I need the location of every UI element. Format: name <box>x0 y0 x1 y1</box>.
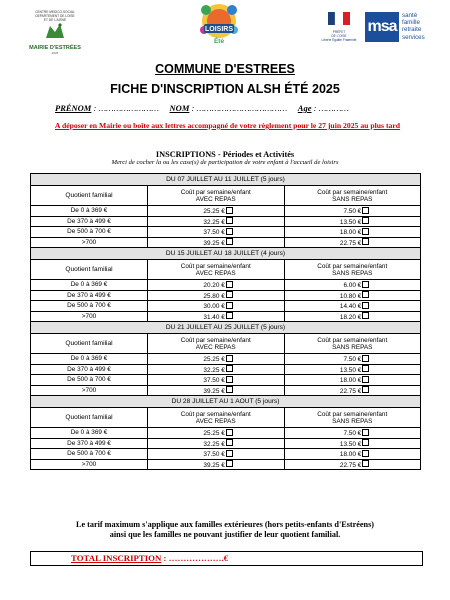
price-value: 6.00 € <box>343 282 362 289</box>
price-value: 39.25 € <box>203 387 225 395</box>
sans-repas-price <box>284 237 421 248</box>
price-value: 39.25 € <box>203 461 225 469</box>
participation-checkbox[interactable] <box>362 365 369 372</box>
prefet-logo <box>318 12 360 42</box>
avec-repas-header: Coût par semaine/enfant AVEC REPAS <box>148 334 285 354</box>
price-value: 32.25 € <box>203 440 225 448</box>
participation-checkbox[interactable] <box>226 291 233 298</box>
participation-checkbox[interactable] <box>226 355 233 362</box>
participation-checkbox[interactable] <box>362 291 369 298</box>
participation-checkbox[interactable] <box>226 238 233 245</box>
nom-field[interactable]: : ……………………………… <box>189 103 288 113</box>
prefet-logo-line: PRÉFET <box>332 30 346 34</box>
avec-repas-price <box>148 375 285 386</box>
prenom-field[interactable]: : …………………… <box>91 103 159 113</box>
avec-repas-price <box>148 311 285 322</box>
participation-checkbox[interactable] <box>362 238 369 245</box>
sans-repas-price <box>284 301 421 312</box>
msa-logo-words: santé famille retraite services <box>402 12 425 41</box>
quotient-range: De 370 à 499 € <box>31 364 148 375</box>
avec-repas-price <box>148 237 285 248</box>
quotient-range: >700 <box>31 311 148 322</box>
participation-checkbox[interactable] <box>362 429 369 436</box>
table-row <box>31 227 421 238</box>
price-value: 37.50 € <box>203 451 225 458</box>
participation-checkbox[interactable] <box>226 217 233 224</box>
price-value: 25.25 € <box>203 208 225 215</box>
table-row <box>31 449 421 460</box>
participation-checkbox[interactable] <box>362 207 369 214</box>
total-box <box>30 551 423 566</box>
avec-repas-price <box>148 301 285 312</box>
age-field[interactable]: : ………… <box>311 103 349 113</box>
table-row <box>31 459 421 470</box>
price-value: 32.25 € <box>203 366 225 374</box>
avec-repas-price <box>148 459 285 470</box>
total-label: TOTAL INSCRIPTION <box>71 553 162 563</box>
quotient-familial-header: Quotient familial <box>31 334 148 354</box>
participation-checkbox[interactable] <box>362 460 369 467</box>
sans-repas-price <box>284 438 421 449</box>
sans-repas-price <box>284 354 421 365</box>
price-value: 22.75 € <box>339 239 362 247</box>
participation-checkbox[interactable] <box>226 439 233 446</box>
sans-repas-price <box>284 216 421 227</box>
period-title: DU 21 JUILLET AU 25 JUILLET (5 jours) <box>31 322 421 334</box>
avec-repas-price <box>148 364 285 375</box>
header-row <box>31 334 421 354</box>
participation-checkbox[interactable] <box>362 450 369 457</box>
participation-checkbox[interactable] <box>226 450 233 457</box>
header-row <box>31 186 421 206</box>
participation-checkbox[interactable] <box>362 386 369 393</box>
mairie-year: 2025 <box>51 51 59 55</box>
participation-checkbox[interactable] <box>226 365 233 372</box>
loisirs-logo-subtext: Été <box>213 38 225 45</box>
price-value: 25.80 € <box>203 292 225 300</box>
price-value: 22.75 € <box>339 461 362 469</box>
sans-repas-price <box>284 385 421 396</box>
town-crest-icon <box>43 22 67 39</box>
quotient-range: De 0 à 369 € <box>31 354 148 365</box>
price-value: 37.50 € <box>203 229 225 236</box>
avec-repas-price <box>148 290 285 301</box>
table-row <box>31 385 421 396</box>
quotient-familial-header: Quotient familial <box>31 408 148 428</box>
identity-fields <box>55 103 349 113</box>
sans-repas-header: Coût par semaine/enfant SANS REPAS <box>284 186 421 206</box>
participation-checkbox[interactable] <box>362 376 369 383</box>
prenom-label: PRÉNOM <box>55 103 92 113</box>
table-row <box>31 290 421 301</box>
loisirs-logo-text: LOISIRS <box>204 26 234 33</box>
price-value: 18.00 € <box>339 451 362 458</box>
avec-repas-header: Coût par semaine/enfant AVEC REPAS <box>148 186 285 206</box>
price-value: 20.20 € <box>203 282 225 289</box>
price-value: 25.25 € <box>203 356 225 363</box>
table-row <box>31 280 421 291</box>
avec-repas-price <box>148 354 285 365</box>
quotient-range: De 0 à 369 € <box>31 280 148 291</box>
price-value: 37.50 € <box>203 377 225 384</box>
quotient-range: De 370 à 499 € <box>31 290 148 301</box>
price-value: 7.50 € <box>343 208 362 215</box>
mairie-logo-line: ET DE L'AISNE <box>43 18 67 22</box>
deadline-warning: A déposer en Mairie ou boîte aux lettres accompagné de votre règlement pour le 27 juin 2025 au plus tard <box>54 121 401 130</box>
sans-repas-price <box>284 375 421 386</box>
price-value: 13.50 € <box>339 440 362 448</box>
mairie-name: MAIRIE D'ESTRÉES <box>29 45 81 51</box>
prefet-logo-line: Liberté Égalité Fraternité <box>321 38 357 42</box>
sans-repas-price <box>284 280 421 291</box>
form-title: FICHE D'INSCRIPTION ALSH ÉTÉ 2025 <box>110 82 340 96</box>
quotient-range: De 370 à 499 € <box>31 438 148 449</box>
sans-repas-price <box>284 459 421 470</box>
pricing-table <box>30 173 421 470</box>
price-value: 31.40 € <box>203 313 225 321</box>
header-row <box>31 260 421 280</box>
avec-repas-price <box>148 227 285 238</box>
inscriptions-title: INSCRIPTIONS - Périodes et Activités <box>155 150 295 159</box>
table-row <box>31 216 421 227</box>
price-value: 13.50 € <box>339 366 362 374</box>
prefet-logo-line: DE L'OISE <box>331 34 347 38</box>
participation-checkbox[interactable] <box>362 312 369 319</box>
header-row <box>31 408 421 428</box>
avec-repas-price <box>148 428 285 439</box>
participation-checkbox[interactable] <box>362 228 369 235</box>
participation-checkbox[interactable] <box>362 217 369 224</box>
participation-checkbox[interactable] <box>226 376 233 383</box>
period-title: DU 15 JUILLET AU 18 JUILLET (4 jours) <box>31 248 421 260</box>
tariff-note-line: ainsi que les familles ne pouvant justifier de leur quotient familial. <box>109 530 341 539</box>
price-value: 7.50 € <box>343 356 362 363</box>
participation-checkbox[interactable] <box>226 302 233 309</box>
mairie-logo-line: CENTRE MEDICO-SOCIAL <box>35 10 75 14</box>
avec-repas-header: Coût par semaine/enfant AVEC REPAS <box>148 260 285 280</box>
age-label: Age <box>297 103 312 113</box>
participation-checkbox[interactable] <box>226 228 233 235</box>
mairie-logo <box>28 10 82 55</box>
sans-repas-price <box>284 428 421 439</box>
participation-checkbox[interactable] <box>362 355 369 362</box>
sans-repas-price <box>284 449 421 460</box>
quotient-range: De 500 à 700 € <box>31 375 148 386</box>
table-row <box>31 428 421 439</box>
avec-repas-price <box>148 206 285 217</box>
sans-repas-price <box>284 364 421 375</box>
msa-logo <box>365 12 445 44</box>
participation-checkbox[interactable] <box>226 429 233 436</box>
avec-repas-price <box>148 280 285 291</box>
participation-checkbox[interactable] <box>226 460 233 467</box>
price-value: 25.25 € <box>203 430 225 437</box>
participation-checkbox[interactable] <box>226 312 233 319</box>
sans-repas-price <box>284 290 421 301</box>
avec-repas-price <box>148 438 285 449</box>
avec-repas-price <box>148 385 285 396</box>
participation-checkbox[interactable] <box>362 439 369 446</box>
mairie-logo-line: DEPARTEMENT DE LOISE <box>35 14 75 18</box>
table-row <box>31 311 421 322</box>
sans-repas-price <box>284 311 421 322</box>
avec-repas-price <box>148 216 285 227</box>
quotient-familial-header: Quotient familial <box>31 260 148 280</box>
tariff-note <box>0 520 450 540</box>
participation-checkbox[interactable] <box>226 386 233 393</box>
table-row <box>31 354 421 365</box>
quotient-range: De 500 à 700 € <box>31 301 148 312</box>
period-row <box>31 322 421 334</box>
centre-de-loisirs-logo <box>195 0 243 46</box>
participation-checkbox[interactable] <box>362 281 369 288</box>
price-value: 13.50 € <box>339 218 362 226</box>
table-row <box>31 375 421 386</box>
quotient-range: >700 <box>31 385 148 396</box>
sans-repas-price <box>284 206 421 217</box>
quotient-range: De 500 à 700 € <box>31 227 148 238</box>
quotient-range: De 0 à 369 € <box>31 428 148 439</box>
period-row <box>31 248 421 260</box>
avec-repas-price <box>148 449 285 460</box>
sans-repas-header: Coût par semaine/enfant SANS REPAS <box>284 260 421 280</box>
nom-label: NOM <box>169 103 190 113</box>
price-value: 30.00 € <box>203 303 225 310</box>
table-row <box>31 301 421 312</box>
period-row <box>31 174 421 186</box>
price-value: 7.50 € <box>343 430 362 437</box>
table-row <box>31 206 421 217</box>
quotient-familial-header: Quotient familial <box>31 186 148 206</box>
price-value: 18.00 € <box>339 229 362 236</box>
price-value: 18.20 € <box>339 313 362 321</box>
avec-repas-header: Coût par semaine/enfant AVEC REPAS <box>148 408 285 428</box>
price-value: 18.00 € <box>339 377 362 384</box>
msa-logo-mark: msa <box>365 12 399 42</box>
commune-title: COMMUNE D'ESTREES <box>155 62 295 76</box>
sans-repas-header: Coût par semaine/enfant SANS REPAS <box>284 408 421 428</box>
period-title: DU 07 JUILLET AU 11 JUILLET (5 jours) <box>31 174 421 186</box>
sans-repas-price <box>284 227 421 238</box>
tariff-note-line: Le tarif maximum s'applique aux familles extérieures (hors petits-enfants d'Estréens) <box>76 520 374 529</box>
quotient-range: De 500 à 700 € <box>31 449 148 460</box>
total-line <box>71 553 228 563</box>
quotient-range: >700 <box>31 237 148 248</box>
price-value: 10.80 € <box>339 292 362 300</box>
period-row <box>31 396 421 408</box>
table-row <box>31 438 421 449</box>
price-value: 32.25 € <box>203 218 225 226</box>
marianne-icon <box>328 12 350 25</box>
quotient-range: De 0 à 369 € <box>31 206 148 217</box>
period-title: DU 28 JUILLET AU 1 AOUT (5 jours) <box>31 396 421 408</box>
participation-checkbox[interactable] <box>226 281 233 288</box>
price-value: 39.25 € <box>203 239 225 247</box>
table-row <box>31 364 421 375</box>
quotient-range: >700 <box>31 459 148 470</box>
quotient-range: De 370 à 499 € <box>31 216 148 227</box>
total-field[interactable]: : ……………….€ <box>161 553 229 563</box>
price-value: 14.40 € <box>339 303 362 310</box>
table-row <box>31 237 421 248</box>
price-value: 22.75 € <box>339 387 362 395</box>
participation-checkbox[interactable] <box>226 207 233 214</box>
sans-repas-header: Coût par semaine/enfant SANS REPAS <box>284 334 421 354</box>
participation-checkbox[interactable] <box>362 302 369 309</box>
instructions-text: Merci de cocher la ou les case(s) de participation de votre enfant à l'accueil de loisirs <box>111 159 339 166</box>
